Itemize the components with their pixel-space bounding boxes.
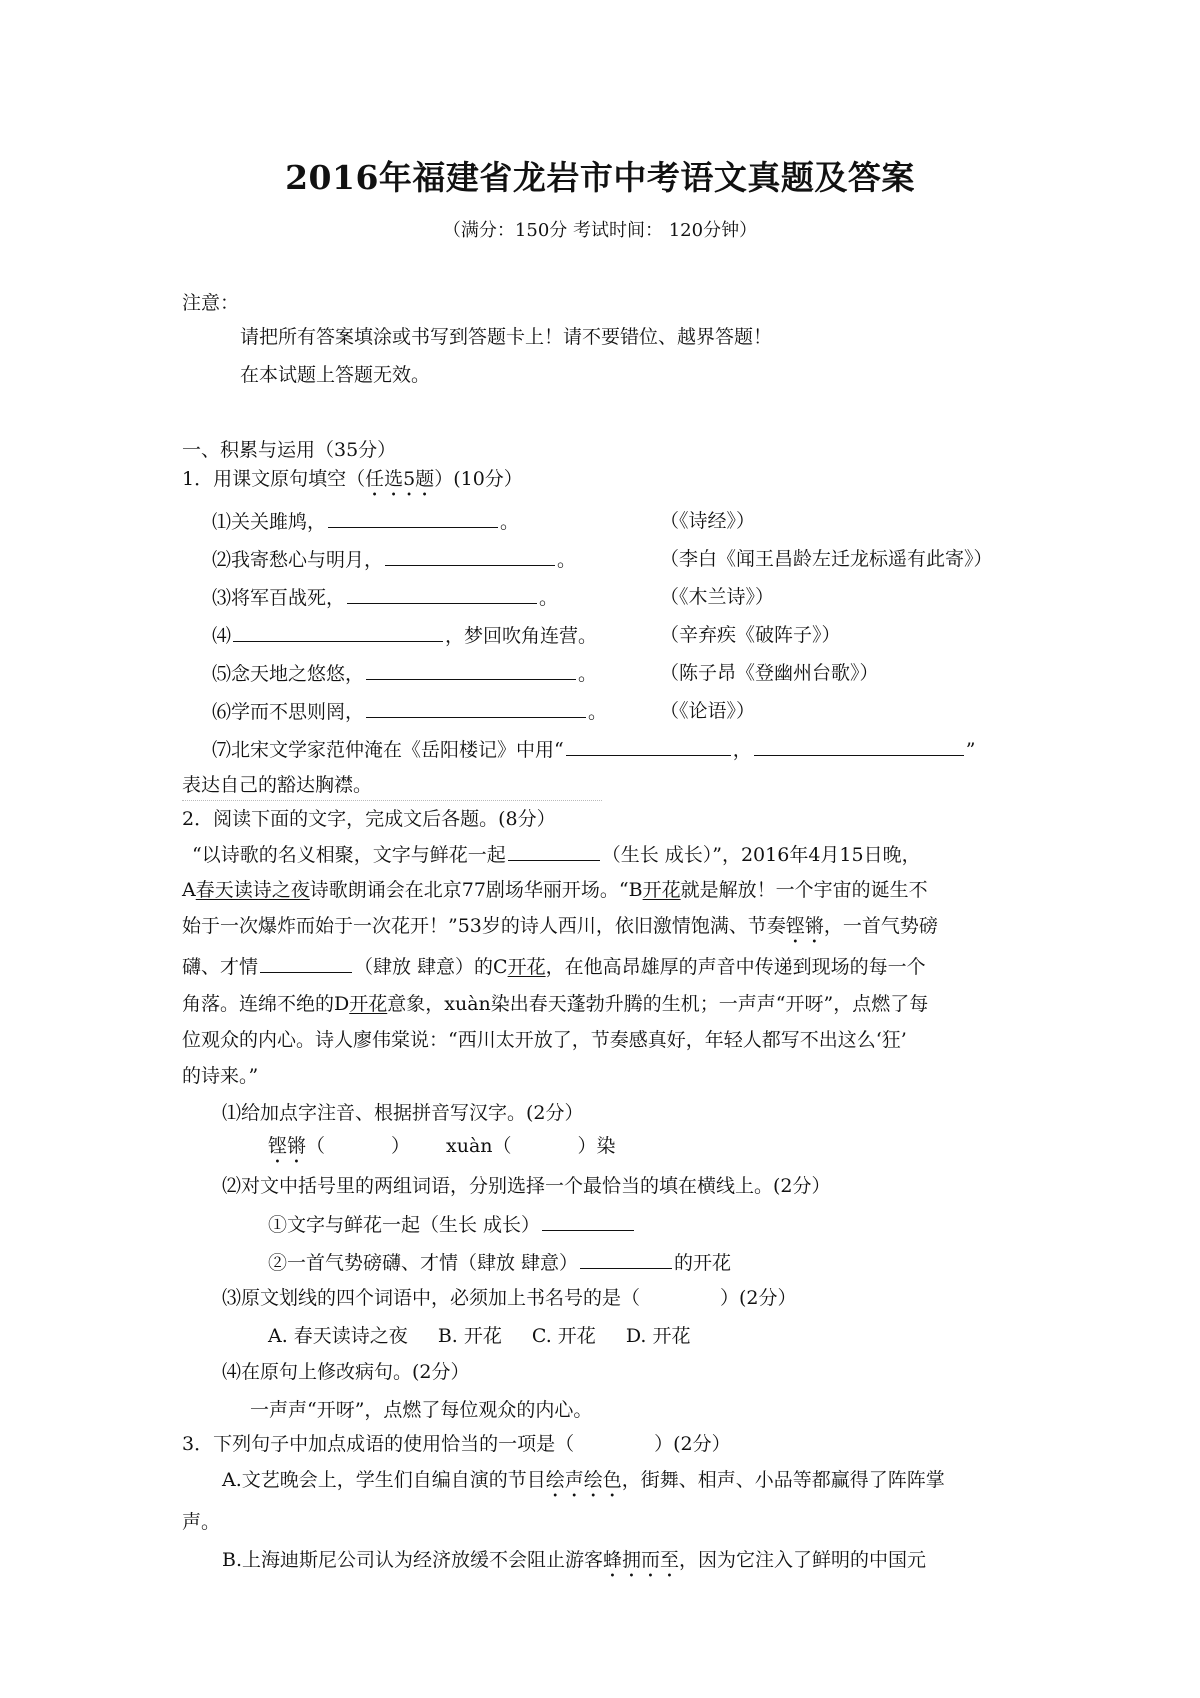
notice-line: 在本试题上答题无效。 xyxy=(240,364,431,386)
passage-line: 始于一次爆炸而始于一次花开！”53岁的诗人西川，依旧激情饱满、节奏铿锵，一首气势磅 xyxy=(182,915,938,937)
answer-blank[interactable] xyxy=(233,622,443,642)
section-heading: 一、积累与运用（35分） xyxy=(182,439,397,461)
sub-question-answer-line: 铿锵（ ） xyxy=(268,1135,411,1157)
answer-blank[interactable] xyxy=(366,660,576,680)
answer-blank[interactable] xyxy=(366,698,586,718)
exam-info: （满分：150分 考试时间： 120分钟） xyxy=(442,220,758,241)
question-1-prompt: 1．用课文原句填空（任选5题）(10分） xyxy=(182,468,523,490)
fill-item: ⑵我寄愁心与明月， 。 xyxy=(212,546,576,573)
answer-blank[interactable] xyxy=(508,841,600,861)
underlined-term: 春天读诗之夜 xyxy=(195,879,310,901)
choice-list xyxy=(268,1323,720,1349)
fill-item: ⑸念天地之悠悠， 。 xyxy=(212,660,597,687)
source-citation: （陈子昂《登幽州台歌》） xyxy=(660,662,879,684)
source-citation: （辛弃疾《破阵子》） xyxy=(660,624,841,646)
source-citation: （《诗经》） xyxy=(660,510,756,532)
sub-question: ⑷在原句上修改病句。(2分） xyxy=(222,1361,470,1383)
option-b[interactable]: B.上海迪斯尼公司认为经济放缓不会阻止游客蜂拥而至，因为它注入了鲜明的中国元 xyxy=(222,1549,927,1571)
underlined-term: 开花 xyxy=(349,993,388,1015)
choice-option[interactable]: B. 开花 xyxy=(437,1325,502,1347)
choice-option[interactable]: C. 开花 xyxy=(531,1325,596,1347)
notice-line: 请把所有答案填涂或书写到答题卡上！请不要错位、越界答题！ xyxy=(240,326,773,348)
question-3-prompt: 3．下列句子中加点成语的使用恰当的一项是（ ）(2分） xyxy=(182,1433,731,1455)
emphasis-text: 绘声绘色 xyxy=(545,1469,622,1491)
sub-question: ⑶原文划线的四个词语中，必须加上书名号的是（ ）(2分） xyxy=(222,1287,797,1309)
option-a-continuation: 声。 xyxy=(182,1511,221,1533)
divider xyxy=(182,800,602,801)
sub-question-answer-line: xuàn（ ）染 xyxy=(446,1135,616,1157)
sub-question-answer-line: ②一首气势磅礴、才情（肆放 肆意） 的开花 xyxy=(268,1249,731,1276)
fill-item: ⑺北宋文学家范仲淹在《岳阳楼记》中用“ ， ” xyxy=(212,736,975,763)
option-a[interactable]: A.文艺晚会上，学生们自编自演的节目绘声绘色，街舞、相声、小品等都赢得了阵阵掌 xyxy=(222,1469,945,1491)
choice-option[interactable]: A. 春天读诗之夜 xyxy=(268,1325,408,1347)
emphasis-text: 任选5题 xyxy=(365,468,435,490)
source-citation: （《木兰诗》） xyxy=(660,586,775,608)
fill-item-continuation: 表达自己的豁达胸襟。 xyxy=(182,774,373,796)
source-citation: （李白《闻王昌龄左迁龙标遥有此寄》） xyxy=(660,548,993,570)
fill-item: ⑷ ，梦回吹角连营。 xyxy=(212,622,597,649)
answer-blank[interactable] xyxy=(260,953,352,973)
passage-line: 礴、才情 （肆放 肆意）的C开花，在他高昂雄厚的声音中传递到现场的每一个 xyxy=(182,953,926,980)
emphasis-text: 铿锵 xyxy=(785,915,824,937)
source-citation: （《论语》） xyxy=(660,700,756,722)
passage-line: “以诗歌的名义相聚，文字与鲜花一起 （生长 成长）”，2016年4月15日晚， xyxy=(192,841,921,868)
question-2-prompt: 2．阅读下面的文字，完成文后各题。(8分） xyxy=(182,808,556,830)
page-title: 2016年福建省龙岩市中考语文真题及答案 xyxy=(285,158,915,197)
passage-line: 角落。连绵不绝的D开花意象，xuàn染出春天蓬勃升腾的生机；一声声“开呀”，点燃了每 xyxy=(182,993,929,1015)
sub-question: ⑵对文中括号里的两组词语，分别选择一个最恰当的填在横线上。(2分） xyxy=(222,1175,831,1197)
sub-question-answer-line: ①文字与鲜花一起（生长 成长） xyxy=(268,1211,636,1238)
answer-blank[interactable] xyxy=(385,546,555,566)
passage-line: 的诗来。” xyxy=(182,1065,259,1087)
sub-question: ⑴给加点字注音、根据拼音写汉字。(2分） xyxy=(222,1102,584,1124)
fill-item: ⑹学而不思则罔， 。 xyxy=(212,698,607,725)
emphasis-text: 蜂拥而至 xyxy=(603,1549,680,1571)
fill-item: ⑶将军百战死， 。 xyxy=(212,584,558,611)
answer-blank[interactable] xyxy=(580,1249,672,1269)
choice-option[interactable]: D. 开花 xyxy=(625,1325,691,1347)
answer-blank[interactable] xyxy=(754,736,964,756)
passage-line: A春天读诗之夜诗歌朗诵会在北京77剧场华丽开场。“B开花就是解放！一个宇宙的诞生不 xyxy=(182,879,928,901)
fill-item: ⑴关关雎鸠， 。 xyxy=(212,508,519,535)
answer-blank[interactable] xyxy=(566,736,731,756)
answer-blank[interactable] xyxy=(328,508,498,528)
answer-blank[interactable] xyxy=(542,1211,634,1231)
underlined-term: 开花 xyxy=(642,879,681,901)
answer-blank[interactable] xyxy=(347,584,537,604)
underlined-term: 开花 xyxy=(507,956,546,978)
notice-heading: 注意： xyxy=(182,292,240,314)
passage-line: 位观众的内心。诗人廖伟棠说：“西川太开放了，节奏感真好，年轻人都写不出这么‘狂’ xyxy=(182,1029,907,1051)
sentence-to-correct: 一声声“开呀”，点燃了每位观众的内心。 xyxy=(250,1399,593,1421)
